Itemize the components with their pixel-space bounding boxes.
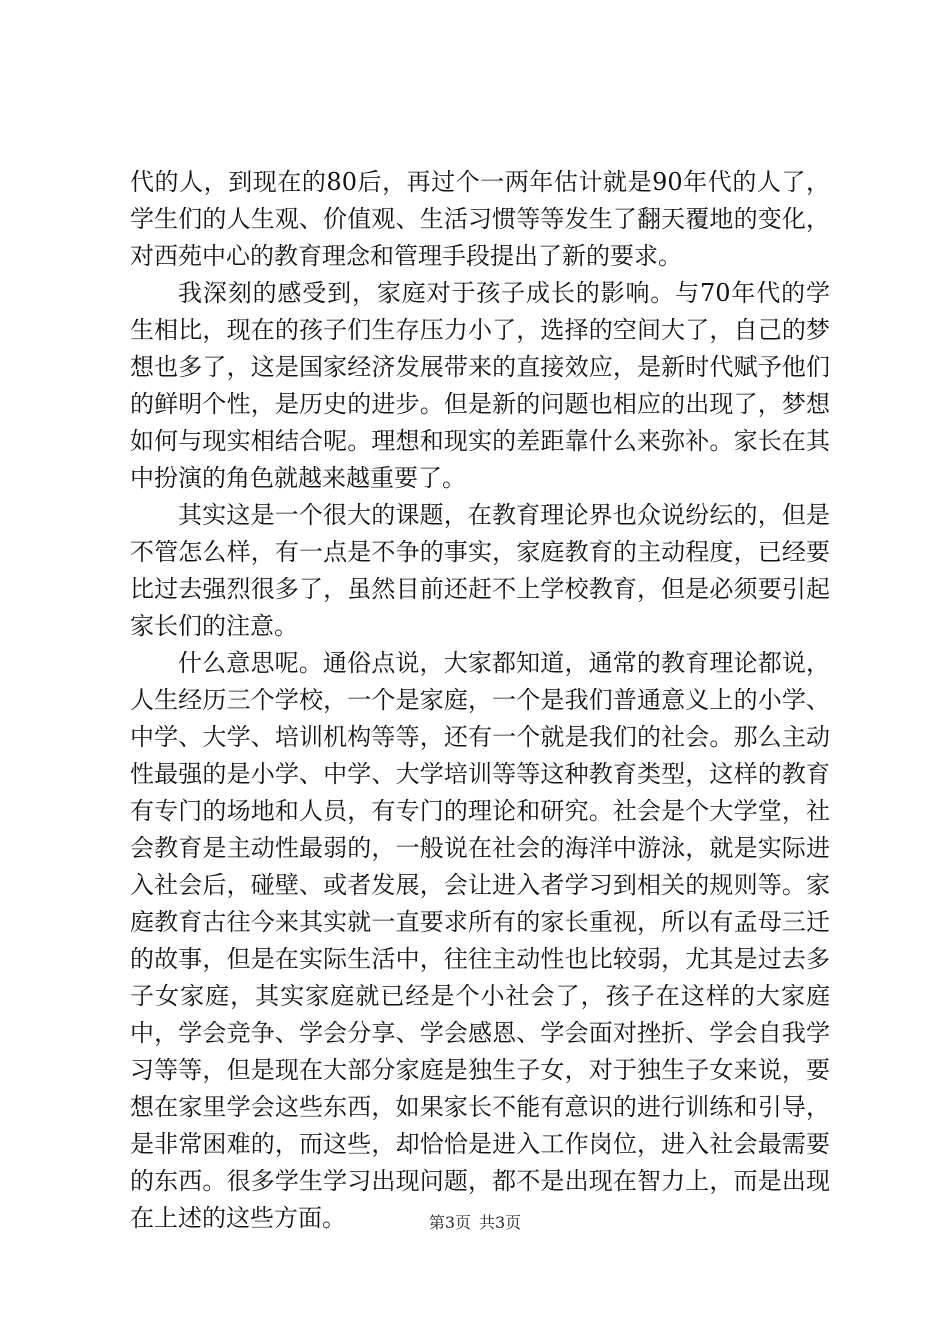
paragraph-family-influence: 我深刻的感受到，家庭对于孩子成长的影响。与70年代的学生相比，现在的孩子们生存压力小了，选择的空间大了，自己的梦想也多了，这是国家经济发展带来的直接效应，是新时代赋予他们的鲜明个性，是历史的进步。但是新的问题也相应的出现了，梦想如何与现实相结合呢。理想和现实的差距靠什么来弥补。家长在其中扮演的角色就越来越重要了。 <box>130 279 830 492</box>
page-footer <box>0 1213 950 1233</box>
paragraph-big-topic: 其实这是一个很大的课题，在教育理论界也众说纷纭的，但是不管怎么样，有一点是不争的事实，家庭教育的主动程度，已经要比过去强烈很多了，虽然目前还赶不上学校教育，但是必须要引起家长们的注意。 <box>130 501 830 640</box>
page-number: 第3页 <box>428 1213 471 1232</box>
page-total: 共3页 <box>479 1213 522 1232</box>
paragraph-three-schools: 什么意思呢。通俗点说，大家都知道，通常的教育理论都说，人生经历三个学校，一个是家庭，一个是我们普通意义上的小学、中学、大学、培训机构等等，还有一个就是我们的社会。那么主动性最强的是小学、中学、大学培训等等这种教育类型，这样的教育有专门的场地和人员，有专门的理论和研究。社会是个大学堂，社会教育是主动性最弱的，一般说在社会的海洋中游泳，就是实际进入社会后，碰壁、或者发展，会让进入者学习到相关的规则等。家庭教育古往今来其实就一直要求所有的家长重视，所以有孟母三迁的故事，但是在实际生活中，往往主动性也比较弱，尤其是过去多子女家庭，其实家庭就已经是个小社会了，孩子在这样的大家庭中，学会竞争、学会分享、学会感恩、学会面对挫折、学会自我学习等等，但是现在大部分家庭是独生子女，对于独生子女来说，要想在家里学会这些东西，如果家长不能有意识的进行训练和引导，是非常困难的，而这些，却恰恰是进入工作岗位，进入社会最需要的东西。很多学生学习出现问题，都不是出现在智力上，而是出现在上述的这些方面。 <box>130 649 830 1232</box>
document-body <box>130 164 830 1237</box>
paragraph-continuation: 代的人，到现在的80后，再过个一两年估计就是90年代的人了，学生们的人生观、价值观、生活习惯等等发生了翻天覆地的变化，对西苑中心的教育理念和管理手段提出了新的要求。 <box>130 168 830 270</box>
